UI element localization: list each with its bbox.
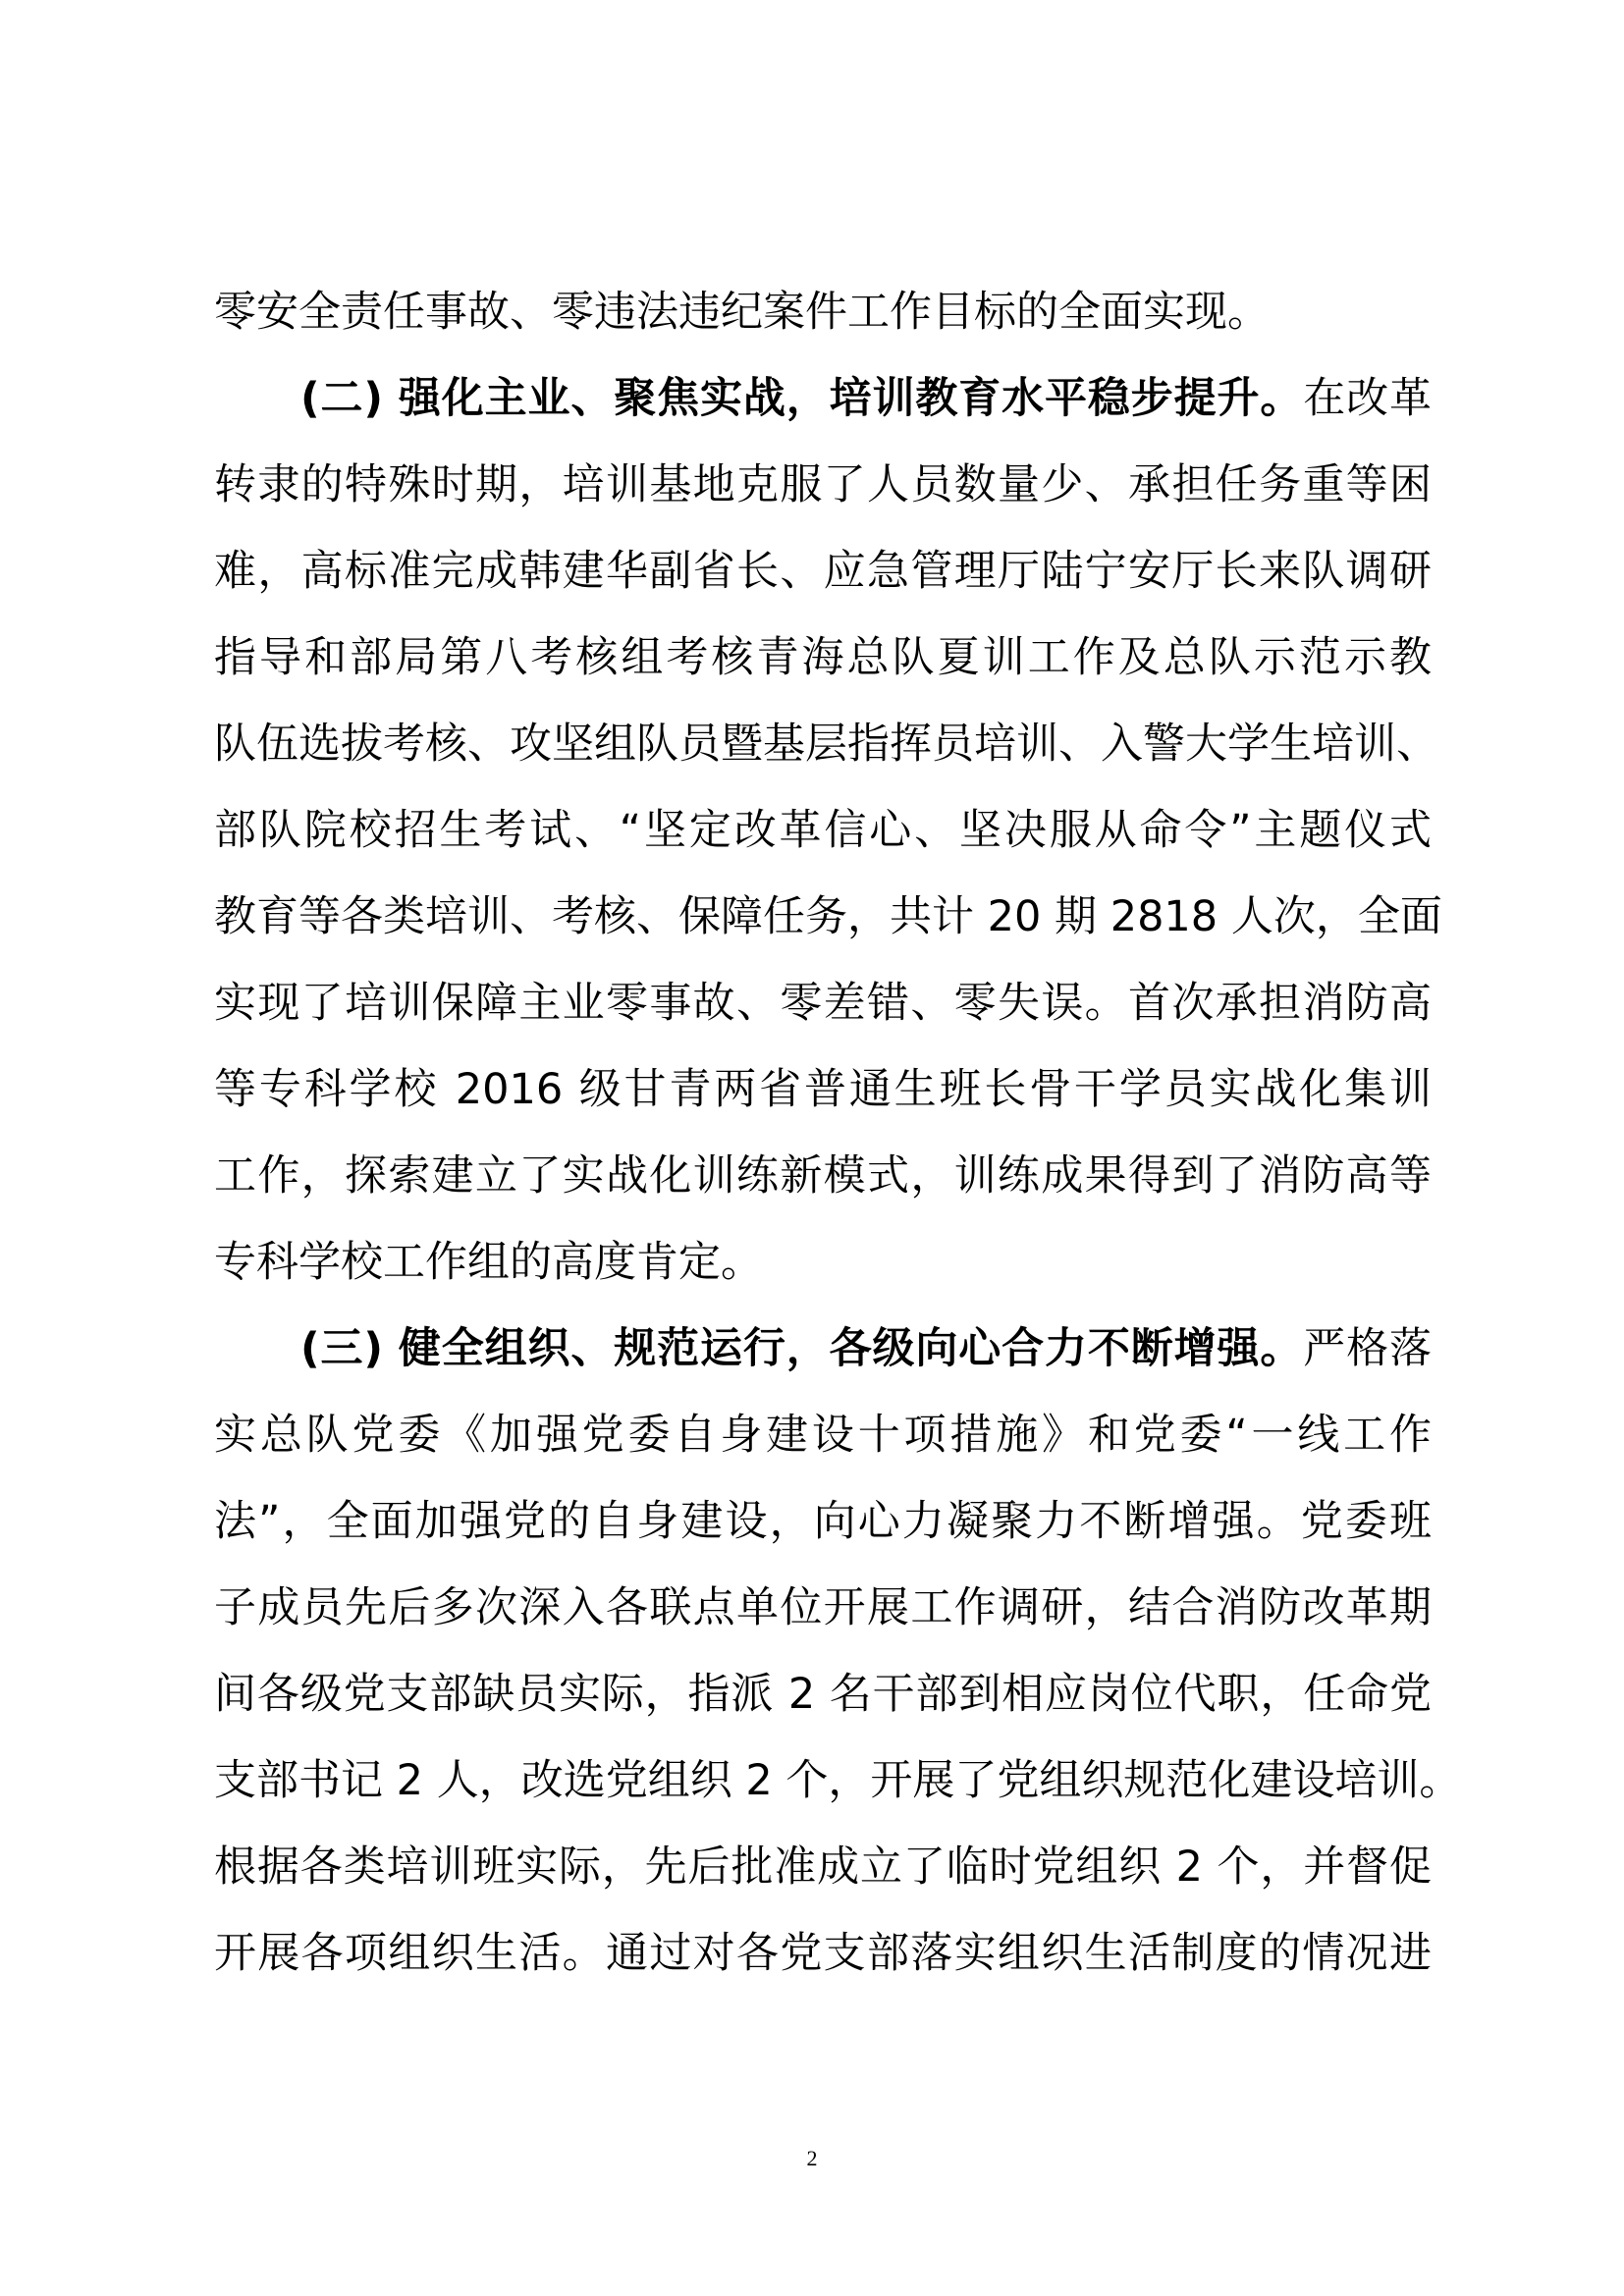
text-line [214,1064,1432,1150]
line-text: 难，高标准完成韩建华副省长、应急管理厅陆宁安厅长来队调研 [214,547,1432,596]
section-heading: (二) 强化主业、聚焦实战，培训教育水平稳步提升。 [300,374,1304,423]
line-text: 等专科学校 2016 级甘青两省普通生班长骨干学员实战化集训 [214,1065,1432,1114]
line-text: 专科学校工作组的高度肯定。 [214,1238,763,1287]
line-text: 转隶的特殊时期，培训基地克服了人员数量少、承担任务重等困 [214,460,1432,509]
text-line [214,1150,1432,1237]
text-line [214,1582,1432,1669]
line-text: 队伍选拔考核、攻坚组队员暨基层指挥员培训、入警大学生培训、 [214,720,1438,769]
section-heading-line [214,373,1432,459]
text-line [214,891,1442,978]
line-text: 严格落 [1303,1324,1432,1373]
line-text: 子成员先后多次深入各联点单位开展工作调研，结合消防改革期 [214,1583,1432,1632]
text-line [214,805,1432,891]
text-line [214,632,1432,719]
text-line [214,546,1432,632]
text-line [214,1496,1432,1582]
line-text: 实现了培训保障主业零事故、零差错、零失误。首次承担消防高 [214,979,1432,1028]
line-text: 间各级党支部缺员实际，指派 2 名干部到相应岗位代职，任命党 [214,1670,1432,1719]
line-text: 支部书记 2 人，改选党组织 2 个，开展了党组织规范化建设培训。 [214,1756,1462,1805]
text-line [214,1928,1432,2014]
line-text: 教育等各类培训、考核、保障任务，共计 20 期 2818 人次，全面 [214,892,1442,941]
line-text: 工作，探索建立了实战化训练新模式，训练成果得到了消防高等 [214,1151,1432,1201]
line-text: 零安全责任事故、零违法违纪案件工作目标的全面实现。 [214,288,1270,337]
text-line [214,287,1432,373]
line-text: 指导和部局第八考核组考核青海总队夏训工作及总队示范示教 [214,633,1432,682]
text-line [214,1842,1432,1928]
line-text: 在改革 [1303,374,1432,423]
section-heading-line [214,1323,1432,1410]
line-text: 实总队党委《加强党委自身建设十项措施》和党委“一线工作 [214,1411,1432,1460]
text-line [214,1410,1432,1496]
text-line [214,719,1438,805]
line-text: 法”，全面加强党的自身建设，向心力凝聚力不断增强。党委班 [214,1497,1432,1546]
line-text: 根据各类培训班实际，先后批准成立了临时党组织 2 个，并督促 [214,1842,1432,1892]
line-text: 部队院校招生考试、“坚定改革信心、坚决服从命令”主题仪式 [214,806,1432,855]
document-body [214,287,1462,2014]
text-line [214,1237,1432,1323]
line-text: 开展各项组织生活。通过对各党支部落实组织生活制度的情况进 [214,1929,1432,1978]
text-line [214,1755,1462,1842]
text-line [214,1669,1432,1755]
text-line [214,459,1432,546]
section-heading: (三) 健全组织、规范运行，各级向心合力不断增强。 [300,1324,1304,1373]
page-number: 2 [806,2146,818,2170]
text-line [214,978,1432,1064]
